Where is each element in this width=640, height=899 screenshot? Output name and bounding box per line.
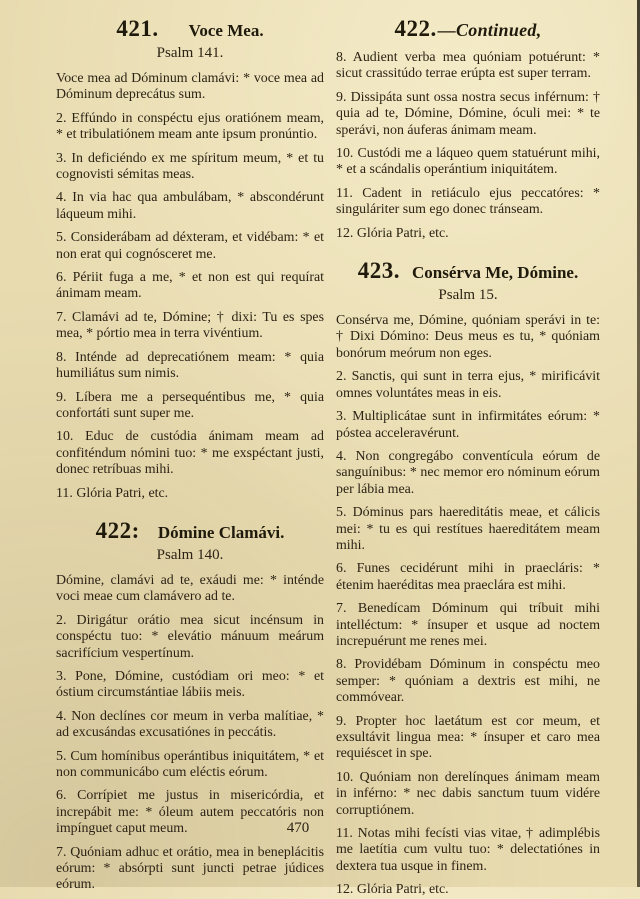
psalm-verse: 9. Propter hoc laetátum est cor meum, et exsultávit lingua mea: * ínsuper et caro mea requiéscet in spe. <box>336 713 600 762</box>
psalm-number: 422: <box>95 517 140 543</box>
psalm-subtitle: Psalm 15. <box>438 287 498 304</box>
psalm-verse: 9. Dissipáta sunt ossa nostra secus inférnum: † quia ad te, Dómine, Dómine, óculi mei: * te sperávi, non áuferas ánimam meam. <box>336 89 600 138</box>
psalm-422-section <box>56 518 324 894</box>
psalm-verse: 8. Inténde ad deprecatiónem meam: * quia humiliátus sum nimis. <box>56 349 324 382</box>
psalm-number: 423. <box>357 258 401 284</box>
psalm-verse: 8. Providébam Dóminum in conspéctu meo semper: * quóniam a dextris est mihi, ne commóvear. <box>336 657 600 706</box>
right-column <box>336 16 600 899</box>
psalm-verse: 6. Périit fuga a me, * et non est qui requírat ánimam meam. <box>56 270 324 302</box>
psalm-verse: 7. Benedícam Dóminum qui tríbuit mihi intelléctum: * ínsuper et usque ad noctem increpuérunt me renes mei. <box>336 601 600 649</box>
psalm-422-continued-section <box>336 16 600 242</box>
psalm-verse: 9. Líbera me a persequéntibus me, * quia confortáti sunt super me. <box>56 389 324 421</box>
psalm-verse: 10. Educ de custódia ánimam meam ad confiténdum nómini tuo: * me exspéctant justi, donec retríbuas mihi. <box>56 429 324 478</box>
psalm-verse: 7. Quóniam adhuc et orátio, mea in beneplácitis eórum: * absórpti sunt juncti petrae júdices eórum. <box>56 844 324 893</box>
psalm-verse: 12. Glória Patri, etc. <box>336 225 449 241</box>
psalm-verse: 10. Quóniam non derelínques ánimam meam in inférno: * nec dabis sanctum tuum vidére corruptiónem. <box>336 769 600 818</box>
verse-list <box>56 573 324 894</box>
psalm-verse: 3. Multiplicátae sunt in infirmitátes eórum: * póstea acceleravérunt. <box>336 409 600 441</box>
verse-list <box>336 313 600 899</box>
psalm-title: Dómine Clamávi. <box>157 522 285 542</box>
psalm-title: Voce Mea. <box>188 21 264 40</box>
psalm-number: 422. <box>394 16 437 41</box>
psalm-verse: 12. Glória Patri, etc. <box>336 882 449 898</box>
psalm-verse: Voce mea ad Dóminum clamávi: * voce mea ad Dóminum deprecátus sum. <box>56 71 324 103</box>
psalm-subtitle: Psalm 140. <box>156 546 224 563</box>
psalm-421-section <box>56 16 324 502</box>
verse-list <box>56 71 324 502</box>
psalm-verse: 3. Pone, Dómine, custódiam ori meo: * et óstium circumstántiae lábiis meis. <box>56 668 324 701</box>
psalm-verse: 4. Non declínes cor meum in verba malítiae, * ad excusándas excusatiónes in peccátis. <box>56 708 324 741</box>
psalm-423-heading <box>336 258 600 284</box>
psalm-423-section <box>336 258 600 899</box>
psalm-verse: 2. Dirigátur orátio mea sicut incénsum in conspéctu tuo: * elevátio mánuum meárum sacrifícium vespertínum. <box>56 612 324 661</box>
psalm-number: 421. <box>116 16 159 41</box>
psalm-verse: 2. Effúndo in conspéctu ejus oratiónem meam, * et tribulatiónem meam ante ipsum pronúntio. <box>56 110 324 143</box>
psalm-verse: 2. Sanctis, qui sunt in terra ejus, * mirificávit omnes voluntátes meas in eis. <box>336 369 600 401</box>
psalm-verse: 3. In deficiéndo ex me spíritum meum, * et tu cognovisti sémitas meas. <box>56 150 324 183</box>
psalm-verse: 6. Corrípiet me justus in misericórdia, et increpábit me: * óleum autem peccatóris non impínguet caput meum. <box>56 788 324 837</box>
verse-list <box>336 50 600 242</box>
psalm-421-heading <box>56 16 324 42</box>
left-column <box>56 16 324 894</box>
psalm-verse: 10. Custódi me a láqueo quem statuérunt mihi, * et a scándalis operántium iniquitátem. <box>336 146 600 178</box>
psalm-verse: Consérva me, Dómine, quóniam sperávi in te: † Dixi Dómino: Deus meus es tu, * quóniam bonórum meórum non eges. <box>336 313 600 361</box>
psalm-verse: 11. Glória Patri, etc. <box>56 485 169 501</box>
psalm-subtitle: Psalm 141. <box>156 45 224 61</box>
psalm-verse: 5. Considerábam ad déxteram, et vidébam: * et non erat qui cognósceret me. <box>56 230 324 262</box>
psalm-verse: 4. Non congregábo conventícula eórum de sanguínibus: * nec memor ero nóminum eórum per lábia mea. <box>336 448 600 497</box>
psalm-verse: 11. Notas mihi fecísti vias vitae, † adimplébis me laetítia cum vultu tuo: * delectatiónes in dextera tua usque in finem. <box>336 826 600 874</box>
psalm-verse: 6. Funes cecidérunt mihi in praecláris: * étenim haeréditas mea praeclára est mihi. <box>336 561 600 593</box>
psalm-verse: 7. Clamávi ad te, Dómine; † dixi: Tu es spes mea, * pórtio mea in terra vivéntium. <box>56 309 324 342</box>
psalm-verse: 5. Dóminus pars haereditátis meae, et cálicis mei: * tu es qui restítues haereditátem meam mihi. <box>336 505 600 553</box>
psalm-verse: 4. In via hac qua ambulábam, * abscondérunt láqueum mihi. <box>56 190 324 222</box>
psalm-422-continued-heading <box>336 16 600 42</box>
psalm-verse: 5. Cum homínibus operántibus iniquitátem, * et non communicábo cum eléctis eórum. <box>56 748 324 780</box>
psalm-verse: 11. Cadent in retiáculo ejus peccatóres: * singuláriter sum ego donec tránseam. <box>336 185 600 218</box>
psalm-title: Consérva Me, Dómine. <box>412 263 579 283</box>
psalm-verse: Dómine, clamávi ad te, exáudi me: * inténde voci meae cum clamávero ad te. <box>56 572 324 605</box>
psalm-422-heading <box>56 518 324 544</box>
page-number: 470 <box>286 820 310 836</box>
psalm-verse: 8. Audient verba mea quóniam potuérunt: * sicut crassitúdo terrae erúpta est super terram. <box>336 50 600 82</box>
psalm-continued-label: —Continued, <box>437 20 542 40</box>
